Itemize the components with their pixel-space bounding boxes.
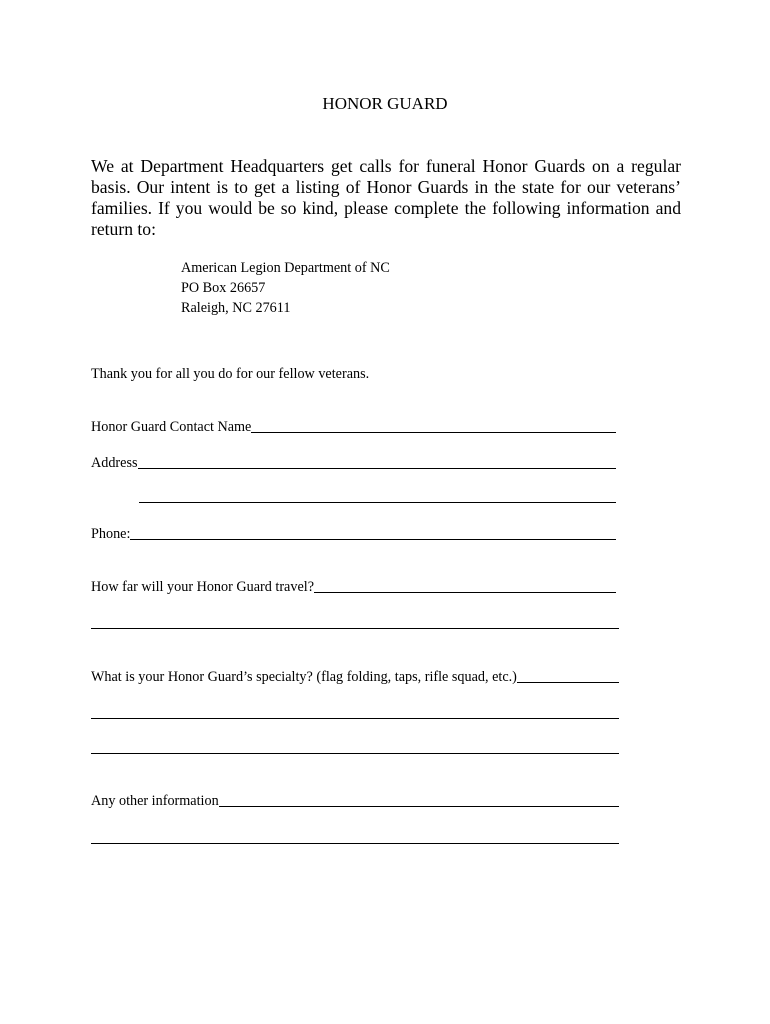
travel-field <box>91 577 616 597</box>
address-blank-2[interactable] <box>139 502 616 503</box>
contact-name-label: Honor Guard Contact Name <box>91 419 252 435</box>
phone-field <box>91 524 616 544</box>
other-info-field <box>91 791 619 811</box>
specialty-label: What is your Honor Guard’s specialty? (flag folding, taps, rifle squad, etc.) <box>91 669 517 685</box>
address-line-3: Raleigh, NC 27611 <box>181 300 291 316</box>
specialty-field <box>91 667 619 687</box>
specialty-blank-1[interactable] <box>517 668 619 683</box>
address-field <box>91 453 616 473</box>
other-info-blank-1[interactable] <box>219 792 619 807</box>
address-line-1: American Legion Department of NC <box>181 260 390 276</box>
address-blank-1[interactable] <box>138 454 617 469</box>
other-info-blank-2[interactable] <box>91 843 619 844</box>
page-title: HONOR GUARD <box>322 94 448 113</box>
other-info-label: Any other information <box>91 793 219 809</box>
phone-label: Phone: <box>91 526 131 542</box>
contact-name-field <box>91 417 616 437</box>
intro-paragraph: We at Department Headquarters get calls for funeral Honor Guards on a regular basis. Our intent is to get a listing of Honor Guards in the state for our veterans’ families. If you would be so kind, please complete the following information and return to: <box>91 156 681 239</box>
address-line-2: PO Box 26657 <box>181 280 266 296</box>
travel-label: How far will your Honor Guard travel? <box>91 579 314 595</box>
specialty-blank-2[interactable] <box>91 718 619 719</box>
contact-name-blank[interactable] <box>251 418 616 433</box>
travel-blank-1[interactable] <box>314 578 616 593</box>
mailing-address <box>181 258 390 318</box>
phone-blank[interactable] <box>130 525 616 540</box>
specialty-blank-3[interactable] <box>91 753 619 754</box>
travel-blank-2[interactable] <box>91 628 619 629</box>
address-label: Address <box>91 455 138 471</box>
thank-you-note: Thank you for all you do for our fellow veterans. <box>91 366 370 382</box>
